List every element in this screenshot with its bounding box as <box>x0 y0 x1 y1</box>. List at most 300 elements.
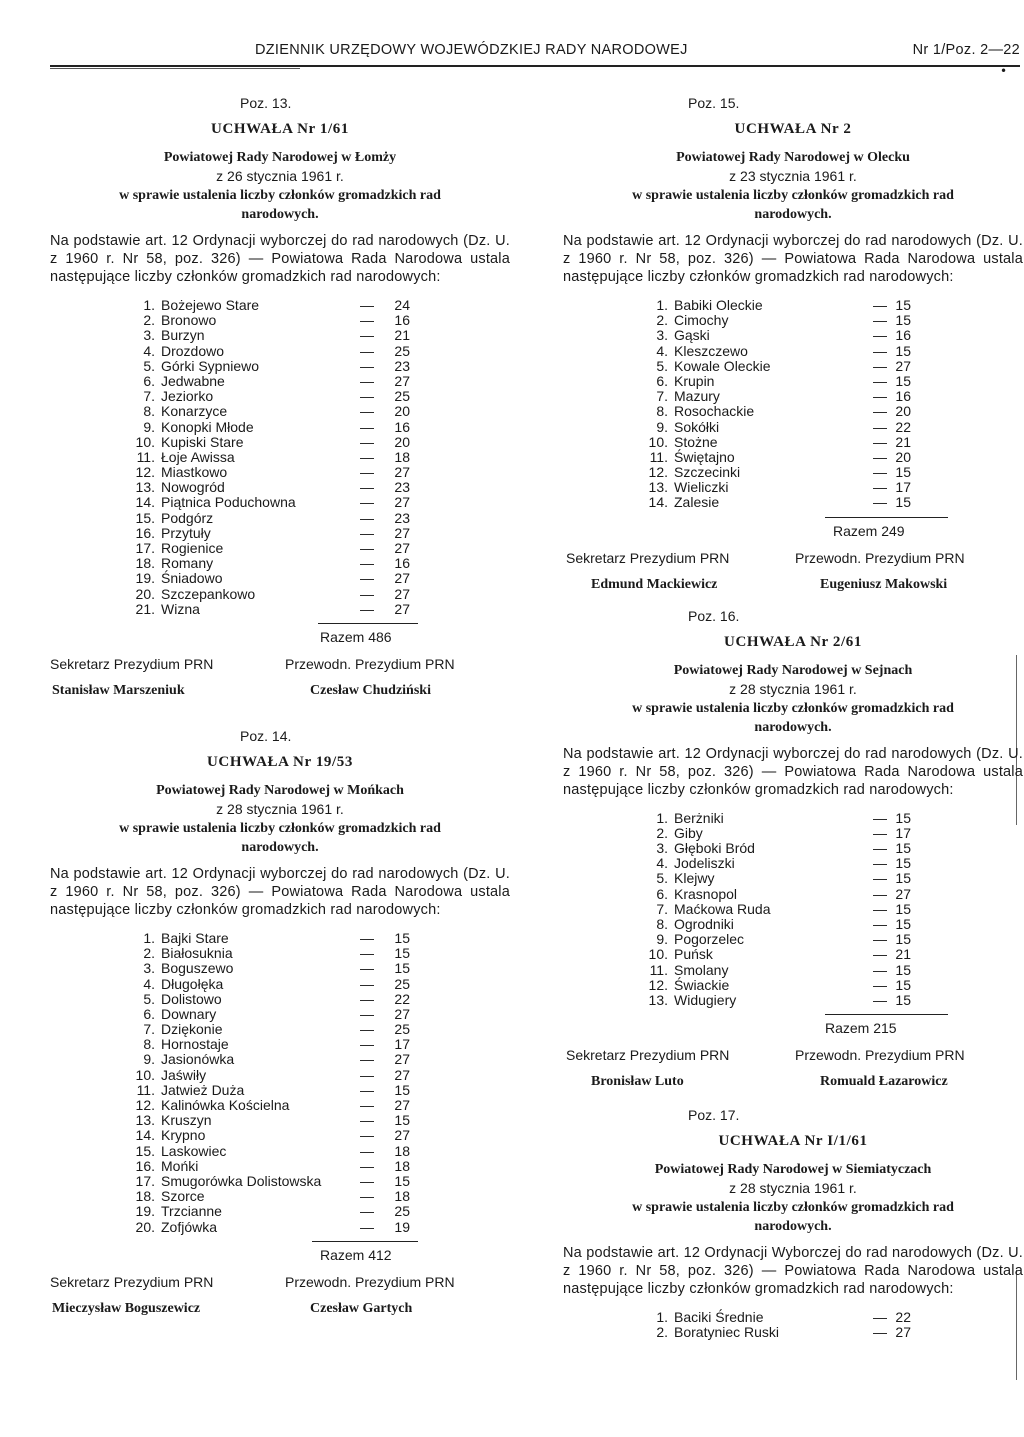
item-number: 12. <box>135 1097 155 1113</box>
member-count: 15 <box>394 960 410 977</box>
list-item <box>50 1068 510 1083</box>
member-count: 27 <box>394 494 410 511</box>
total-row <box>50 623 510 645</box>
resolution-date: z 26 stycznia 1961 r. <box>216 168 344 184</box>
locality-name: Krasnopol <box>674 885 738 902</box>
item-number: 2. <box>656 1324 668 1341</box>
dash: — <box>360 945 374 962</box>
member-count: 18 <box>394 1157 410 1174</box>
list-item <box>563 856 1023 871</box>
locality-name: Szczepankowo <box>161 585 256 602</box>
resolution-subject: narodowych. <box>241 207 319 222</box>
dash: — <box>360 509 374 526</box>
locality-name: Baciki Średnie <box>674 1309 764 1326</box>
resolution-body: Na podstawie art. 12 Ordynacji wyborczej do rad narodowych (Dz. U. z 1960 r. Nr 58, poz. 326) — Powiatowa Rada Narodowa ustala następujące liczby członków gromadzkich rad narodowych: <box>50 865 510 918</box>
locality-name: Kruszyn <box>161 1112 212 1129</box>
dash: — <box>873 824 887 841</box>
secretary-label: Sekretarz Prezydium PRN <box>566 1047 730 1064</box>
locality-name: Berżniki <box>674 809 724 826</box>
item-number: 1. <box>143 297 155 313</box>
list-item <box>50 602 510 617</box>
dash: — <box>360 479 374 496</box>
journal-title: DZIENNIK URZĘDOWY WOJEWÓDZKIEJ RADY NARODOWEJ <box>255 42 688 58</box>
dash: — <box>360 570 374 587</box>
item-number: 16. <box>135 524 155 541</box>
member-count: 15 <box>895 372 911 389</box>
dash: — <box>360 585 374 602</box>
list-item <box>563 495 1023 510</box>
item-number: 19. <box>135 570 155 587</box>
member-count: 20 <box>394 433 410 450</box>
total-rule <box>825 517 948 518</box>
list-item <box>563 313 1023 328</box>
locality-name: Maćkowa Ruda <box>674 900 771 917</box>
locality-name: Drozdowo <box>161 342 225 359</box>
item-number: 14. <box>135 1127 155 1144</box>
locality-name: Kowale Oleckie <box>674 357 771 374</box>
list-item <box>50 1022 510 1037</box>
member-count: 27 <box>394 1051 410 1068</box>
item-number: 11. <box>136 1081 155 1098</box>
resolution-title: UCHWAŁA Nr 2 <box>734 121 852 137</box>
list-item <box>50 359 510 374</box>
secretary-name: Stanisław Marszeniuk <box>52 682 185 698</box>
member-count: 16 <box>394 418 410 435</box>
dash: — <box>873 855 887 872</box>
member-count: 15 <box>895 976 911 993</box>
header-rule <box>50 65 1020 67</box>
locality-name: Mazury <box>674 388 720 405</box>
locality-name: Gąski <box>674 327 710 344</box>
member-count: 23 <box>394 479 410 496</box>
member-count: 15 <box>895 900 911 917</box>
dash: — <box>873 991 887 1008</box>
item-number: 8. <box>656 403 668 420</box>
dash: — <box>360 1097 374 1113</box>
dash: — <box>360 1112 374 1129</box>
resolution-subject: w sprawie ustalenia liczby członków gromadzkich rad <box>119 188 441 203</box>
member-count: 20 <box>895 403 911 420</box>
chairman-label: Przewodn. Prezydium PRN <box>795 549 965 566</box>
list-item <box>50 404 510 419</box>
dash: — <box>360 342 374 359</box>
item-number: 10. <box>135 433 155 450</box>
dash: — <box>360 975 374 992</box>
list-item <box>50 1007 510 1022</box>
locality-name: Konarzyce <box>161 403 228 420</box>
list-item <box>50 1037 510 1052</box>
resolution-date: z 28 stycznia 1961 r. <box>729 680 857 697</box>
member-count: 16 <box>895 388 911 405</box>
dash: — <box>873 840 887 856</box>
item-number: 6. <box>143 372 155 389</box>
member-count-list <box>50 298 510 617</box>
dash: — <box>873 372 887 389</box>
dash: — <box>873 494 887 511</box>
total-rule <box>312 1241 418 1242</box>
locality-name: Jedwabne <box>161 372 225 389</box>
locality-name: Długołęka <box>161 975 224 992</box>
secretary-label: Sekretarz Prezydium PRN <box>566 549 730 566</box>
locality-name: Boratyniec Ruski <box>674 1324 780 1341</box>
member-count: 17 <box>394 1036 410 1053</box>
list-item <box>50 1204 510 1219</box>
resolution-date: z 23 stycznia 1961 r. <box>729 168 857 184</box>
member-count: 21 <box>895 946 911 963</box>
list-item <box>50 1098 510 1113</box>
item-number: 10. <box>648 946 668 963</box>
dash: — <box>873 403 887 420</box>
item-number: 1. <box>143 929 155 946</box>
list-item <box>563 435 1023 450</box>
member-count: 21 <box>895 433 911 450</box>
item-number: 17. <box>135 1172 155 1189</box>
locality-name: Rogienice <box>161 540 224 556</box>
locality-name: Świętajno <box>674 448 735 465</box>
member-count: 25 <box>394 1203 410 1220</box>
dash: — <box>360 1005 374 1022</box>
member-count: 15 <box>394 1081 410 1098</box>
list-item <box>50 1189 510 1204</box>
list-item <box>563 480 1023 495</box>
dash: — <box>360 372 374 389</box>
dash: — <box>873 976 887 993</box>
item-number: 6. <box>143 1005 155 1022</box>
list-item <box>563 404 1023 419</box>
list-item <box>50 931 510 946</box>
member-count-list <box>563 298 1023 511</box>
dash: — <box>360 1157 374 1174</box>
resolution-subject: w sprawie ustalenia liczby członków gromadzkich rad <box>632 188 954 203</box>
item-number: 11. <box>649 961 668 978</box>
member-count: 23 <box>394 357 410 374</box>
member-count: 15 <box>394 929 410 946</box>
item-number: 17. <box>135 540 155 556</box>
member-count: 27 <box>394 524 410 541</box>
item-number: 2. <box>143 945 155 962</box>
locality-name: Kleszczewo <box>674 342 748 359</box>
list-item <box>563 1325 1023 1340</box>
locality-name: Zalesie <box>674 494 720 511</box>
item-number: 13. <box>135 1112 155 1129</box>
dash: — <box>873 809 887 826</box>
item-number: 14. <box>135 494 155 511</box>
dash: — <box>360 929 374 946</box>
council-name: Powiatowej Rady Narodowej w Sejnach <box>673 662 913 678</box>
list-item <box>50 328 510 343</box>
secretary-name: Bronisław Luto <box>591 1074 684 1090</box>
dash: — <box>360 540 374 556</box>
list-item <box>50 313 510 328</box>
locality-name: Stożne <box>674 433 718 450</box>
total-row <box>563 1014 1023 1036</box>
item-number: 18. <box>135 1188 155 1205</box>
locality-name: Puńsk <box>674 946 713 963</box>
item-number: 7. <box>143 1021 155 1038</box>
list-item <box>563 298 1023 313</box>
list-item <box>50 465 510 480</box>
member-count: 19 <box>394 1218 410 1235</box>
resolution-date: z 28 stycznia 1961 r. <box>216 800 344 817</box>
list-item <box>50 571 510 586</box>
item-number: 16. <box>135 1157 155 1174</box>
member-count: 16 <box>895 327 911 344</box>
locality-name: Nowogród <box>161 479 225 496</box>
list-item <box>50 587 510 602</box>
dash: — <box>360 327 374 344</box>
locality-name: Śniadowo <box>161 570 223 587</box>
member-count-list <box>563 1310 1023 1340</box>
list-item <box>50 541 510 556</box>
dash: — <box>360 1051 374 1068</box>
list-item <box>50 495 510 510</box>
resolution-subject: w sprawie ustalenia liczby członków gromadzkich rad <box>632 1200 954 1216</box>
locality-name: Jatwież Duża <box>161 1081 245 1098</box>
item-number: 20. <box>135 1218 155 1235</box>
member-count: 23 <box>394 509 410 526</box>
locality-name: Burzyn <box>161 327 205 344</box>
list-item <box>50 1144 510 1159</box>
locality-name: Kalinówka Kościelna <box>161 1097 290 1113</box>
item-number: 4. <box>143 975 155 992</box>
locality-name: Przytuły <box>161 524 211 541</box>
item-number: 8. <box>143 1036 155 1053</box>
list-item <box>50 1159 510 1174</box>
dash: — <box>873 327 887 344</box>
list-item <box>50 374 510 389</box>
resolution-block <box>563 1106 1023 1340</box>
resolution-subject: w sprawie ustalenia liczby członków gromadzkich rad <box>119 820 441 836</box>
council-name: Powiatowej Rady Narodowej w Mońkach <box>156 782 404 798</box>
dash: — <box>873 870 887 887</box>
chairman-name: Eugeniusz Makowski <box>820 576 948 592</box>
margin-dot: • <box>1000 64 1008 78</box>
locality-name: Cimochy <box>674 312 729 329</box>
dash: — <box>360 555 374 572</box>
item-number: 1. <box>656 297 668 313</box>
item-number: 1. <box>656 1309 668 1326</box>
item-number: 13. <box>648 479 668 496</box>
locality-name: Kupiski Stare <box>161 433 244 450</box>
chairman-name: Czesław Chudziński <box>310 682 431 698</box>
item-number: 8. <box>143 403 155 420</box>
item-number: 5. <box>656 870 668 887</box>
member-count: 22 <box>895 1309 911 1326</box>
dash: — <box>873 479 887 496</box>
resolution-subject: narodowych. <box>754 1219 832 1235</box>
total-value: Razem 249 <box>833 522 905 539</box>
member-count: 20 <box>895 448 911 465</box>
council-name: Powiatowej Rady Narodowej w Łomży <box>163 150 397 165</box>
member-count: 27 <box>394 1005 410 1022</box>
dash: — <box>360 1218 374 1235</box>
total-rule <box>318 623 418 624</box>
item-number: 21. <box>135 600 155 617</box>
resolution-title: UCHWAŁA Nr 1/61 <box>211 121 349 137</box>
item-number: 9. <box>656 418 668 435</box>
member-count: 25 <box>394 388 410 405</box>
dash: — <box>360 1203 374 1220</box>
signatures <box>50 655 510 701</box>
member-count: 15 <box>895 855 911 872</box>
member-count: 15 <box>895 870 911 887</box>
list-item <box>50 1083 510 1098</box>
dash: — <box>360 1188 374 1205</box>
item-number: 11. <box>136 448 155 465</box>
member-count-list <box>563 811 1023 1008</box>
item-number: 7. <box>143 388 155 405</box>
item-number: 2. <box>656 824 668 841</box>
chairman-name: Czesław Gartych <box>310 1300 413 1316</box>
council-name: Powiatowej Rady Narodowej w Siemiatyczach <box>654 1162 932 1178</box>
dash: — <box>873 946 887 963</box>
item-number: 2. <box>656 312 668 329</box>
item-number: 3. <box>656 840 668 856</box>
position-number: Poz. 14. <box>240 727 292 744</box>
list-item <box>50 1220 510 1235</box>
item-number: 11. <box>649 448 668 465</box>
dash: — <box>360 464 374 481</box>
member-count: 15 <box>895 991 911 1008</box>
locality-name: Podgórz <box>161 509 214 526</box>
resolution-subject: narodowych. <box>241 839 319 855</box>
member-count: 21 <box>394 327 410 344</box>
item-number: 4. <box>143 342 155 359</box>
list-item <box>50 511 510 526</box>
member-count: 17 <box>895 824 911 841</box>
dash: — <box>873 297 887 313</box>
member-count: 22 <box>895 418 911 435</box>
locality-name: Łoje Awissa <box>161 448 235 465</box>
locality-name: Jasionówka <box>161 1051 235 1068</box>
dash: — <box>873 342 887 359</box>
item-number: 6. <box>656 372 668 389</box>
member-count: 25 <box>394 342 410 359</box>
list-item <box>50 420 510 435</box>
list-item <box>50 450 510 465</box>
resolution-title: UCHWAŁA Nr 19/53 <box>207 753 353 770</box>
locality-name: Boguszewo <box>161 960 234 977</box>
dash: — <box>873 388 887 405</box>
item-number: 5. <box>143 357 155 374</box>
member-count: 17 <box>895 479 911 496</box>
item-number: 13. <box>648 991 668 1008</box>
member-count: 27 <box>394 372 410 389</box>
item-number: 9. <box>656 931 668 948</box>
list-item <box>50 526 510 541</box>
position-number: Poz. 17. <box>688 1107 740 1124</box>
member-count: 27 <box>394 1066 410 1083</box>
issue-number: Nr 1/Poz. 2—22 <box>912 42 1020 58</box>
list-item <box>50 344 510 359</box>
member-count: 16 <box>394 555 410 572</box>
dash: — <box>360 1172 374 1189</box>
locality-name: Smolany <box>674 961 729 978</box>
item-number: 3. <box>143 960 155 977</box>
list-item <box>50 1052 510 1067</box>
resolution-block <box>563 94 1023 595</box>
list-item <box>50 389 510 404</box>
member-count: 16 <box>394 312 410 329</box>
locality-name: Jaświły <box>161 1066 207 1083</box>
member-count: 27 <box>394 1097 410 1113</box>
member-count: 15 <box>394 1112 410 1129</box>
list-item <box>563 374 1023 389</box>
left-column <box>50 94 510 1319</box>
item-number: 18. <box>135 555 155 572</box>
dash: — <box>873 418 887 435</box>
item-number: 4. <box>656 342 668 359</box>
dash: — <box>360 600 374 617</box>
member-count: 27 <box>394 570 410 587</box>
list-item <box>563 826 1023 841</box>
member-count: 15 <box>895 297 911 313</box>
signatures <box>563 549 1023 595</box>
dash: — <box>360 1036 374 1053</box>
item-number: 15. <box>135 509 155 526</box>
item-number: 15. <box>135 1142 155 1159</box>
member-count: 15 <box>895 840 911 856</box>
member-count: 18 <box>394 1142 410 1159</box>
signatures <box>563 1046 1023 1092</box>
item-number: 19. <box>135 1203 155 1220</box>
dash: — <box>360 960 374 977</box>
member-count: 27 <box>394 600 410 617</box>
member-count: 15 <box>895 312 911 329</box>
list-item <box>50 1174 510 1189</box>
locality-name: Pogorzelec <box>674 931 745 948</box>
locality-name: Smugorówka Dolistowska <box>161 1172 322 1189</box>
dash: — <box>873 915 887 932</box>
locality-name: Babiki Oleckie <box>674 297 763 313</box>
list-item <box>563 932 1023 947</box>
resolution-body: Na podstawie art. 12 Ordynacji wyborczej do rad narodowych (Dz. U. z 1960 r. Nr 58, poz. 326) — Powiatowa Rada Narodowa ustala następujące liczby członków gromadzkich rad narodowych: <box>563 745 1023 798</box>
locality-name: Bożejewo Stare <box>161 297 260 313</box>
item-number: 1. <box>656 809 668 826</box>
council-name: Powiatowej Rady Narodowej w Olecku <box>676 150 910 165</box>
member-count: 27 <box>895 885 911 902</box>
item-number: 2. <box>143 312 155 329</box>
locality-name: Ogrodniki <box>674 915 734 932</box>
item-number: 7. <box>656 900 668 917</box>
item-number: 4. <box>656 855 668 872</box>
resolution-block <box>563 607 1023 1092</box>
dash: — <box>360 990 374 1007</box>
list-item <box>563 359 1023 374</box>
item-number: 8. <box>656 915 668 932</box>
locality-name: Klejwy <box>674 870 715 887</box>
dash: — <box>360 418 374 435</box>
item-number: 10. <box>135 1066 155 1083</box>
member-count: 15 <box>895 961 911 978</box>
locality-name: Dolistowo <box>161 990 222 1007</box>
locality-name: Dziękonie <box>161 1021 223 1038</box>
list-item <box>563 450 1023 465</box>
dash: — <box>873 433 887 450</box>
resolution-block <box>50 727 510 1319</box>
position-number: Poz. 13. <box>240 95 292 111</box>
list-item <box>563 841 1023 856</box>
chairman-label: Przewodn. Prezydium PRN <box>285 655 455 672</box>
dash: — <box>360 403 374 420</box>
member-count: 25 <box>394 975 410 992</box>
locality-name: Piątnica Poduchowna <box>161 494 296 511</box>
member-count: 18 <box>394 1188 410 1205</box>
member-count: 24 <box>394 297 410 313</box>
locality-name: Hornostaje <box>161 1036 229 1053</box>
dash: — <box>873 312 887 329</box>
dash: — <box>360 524 374 541</box>
